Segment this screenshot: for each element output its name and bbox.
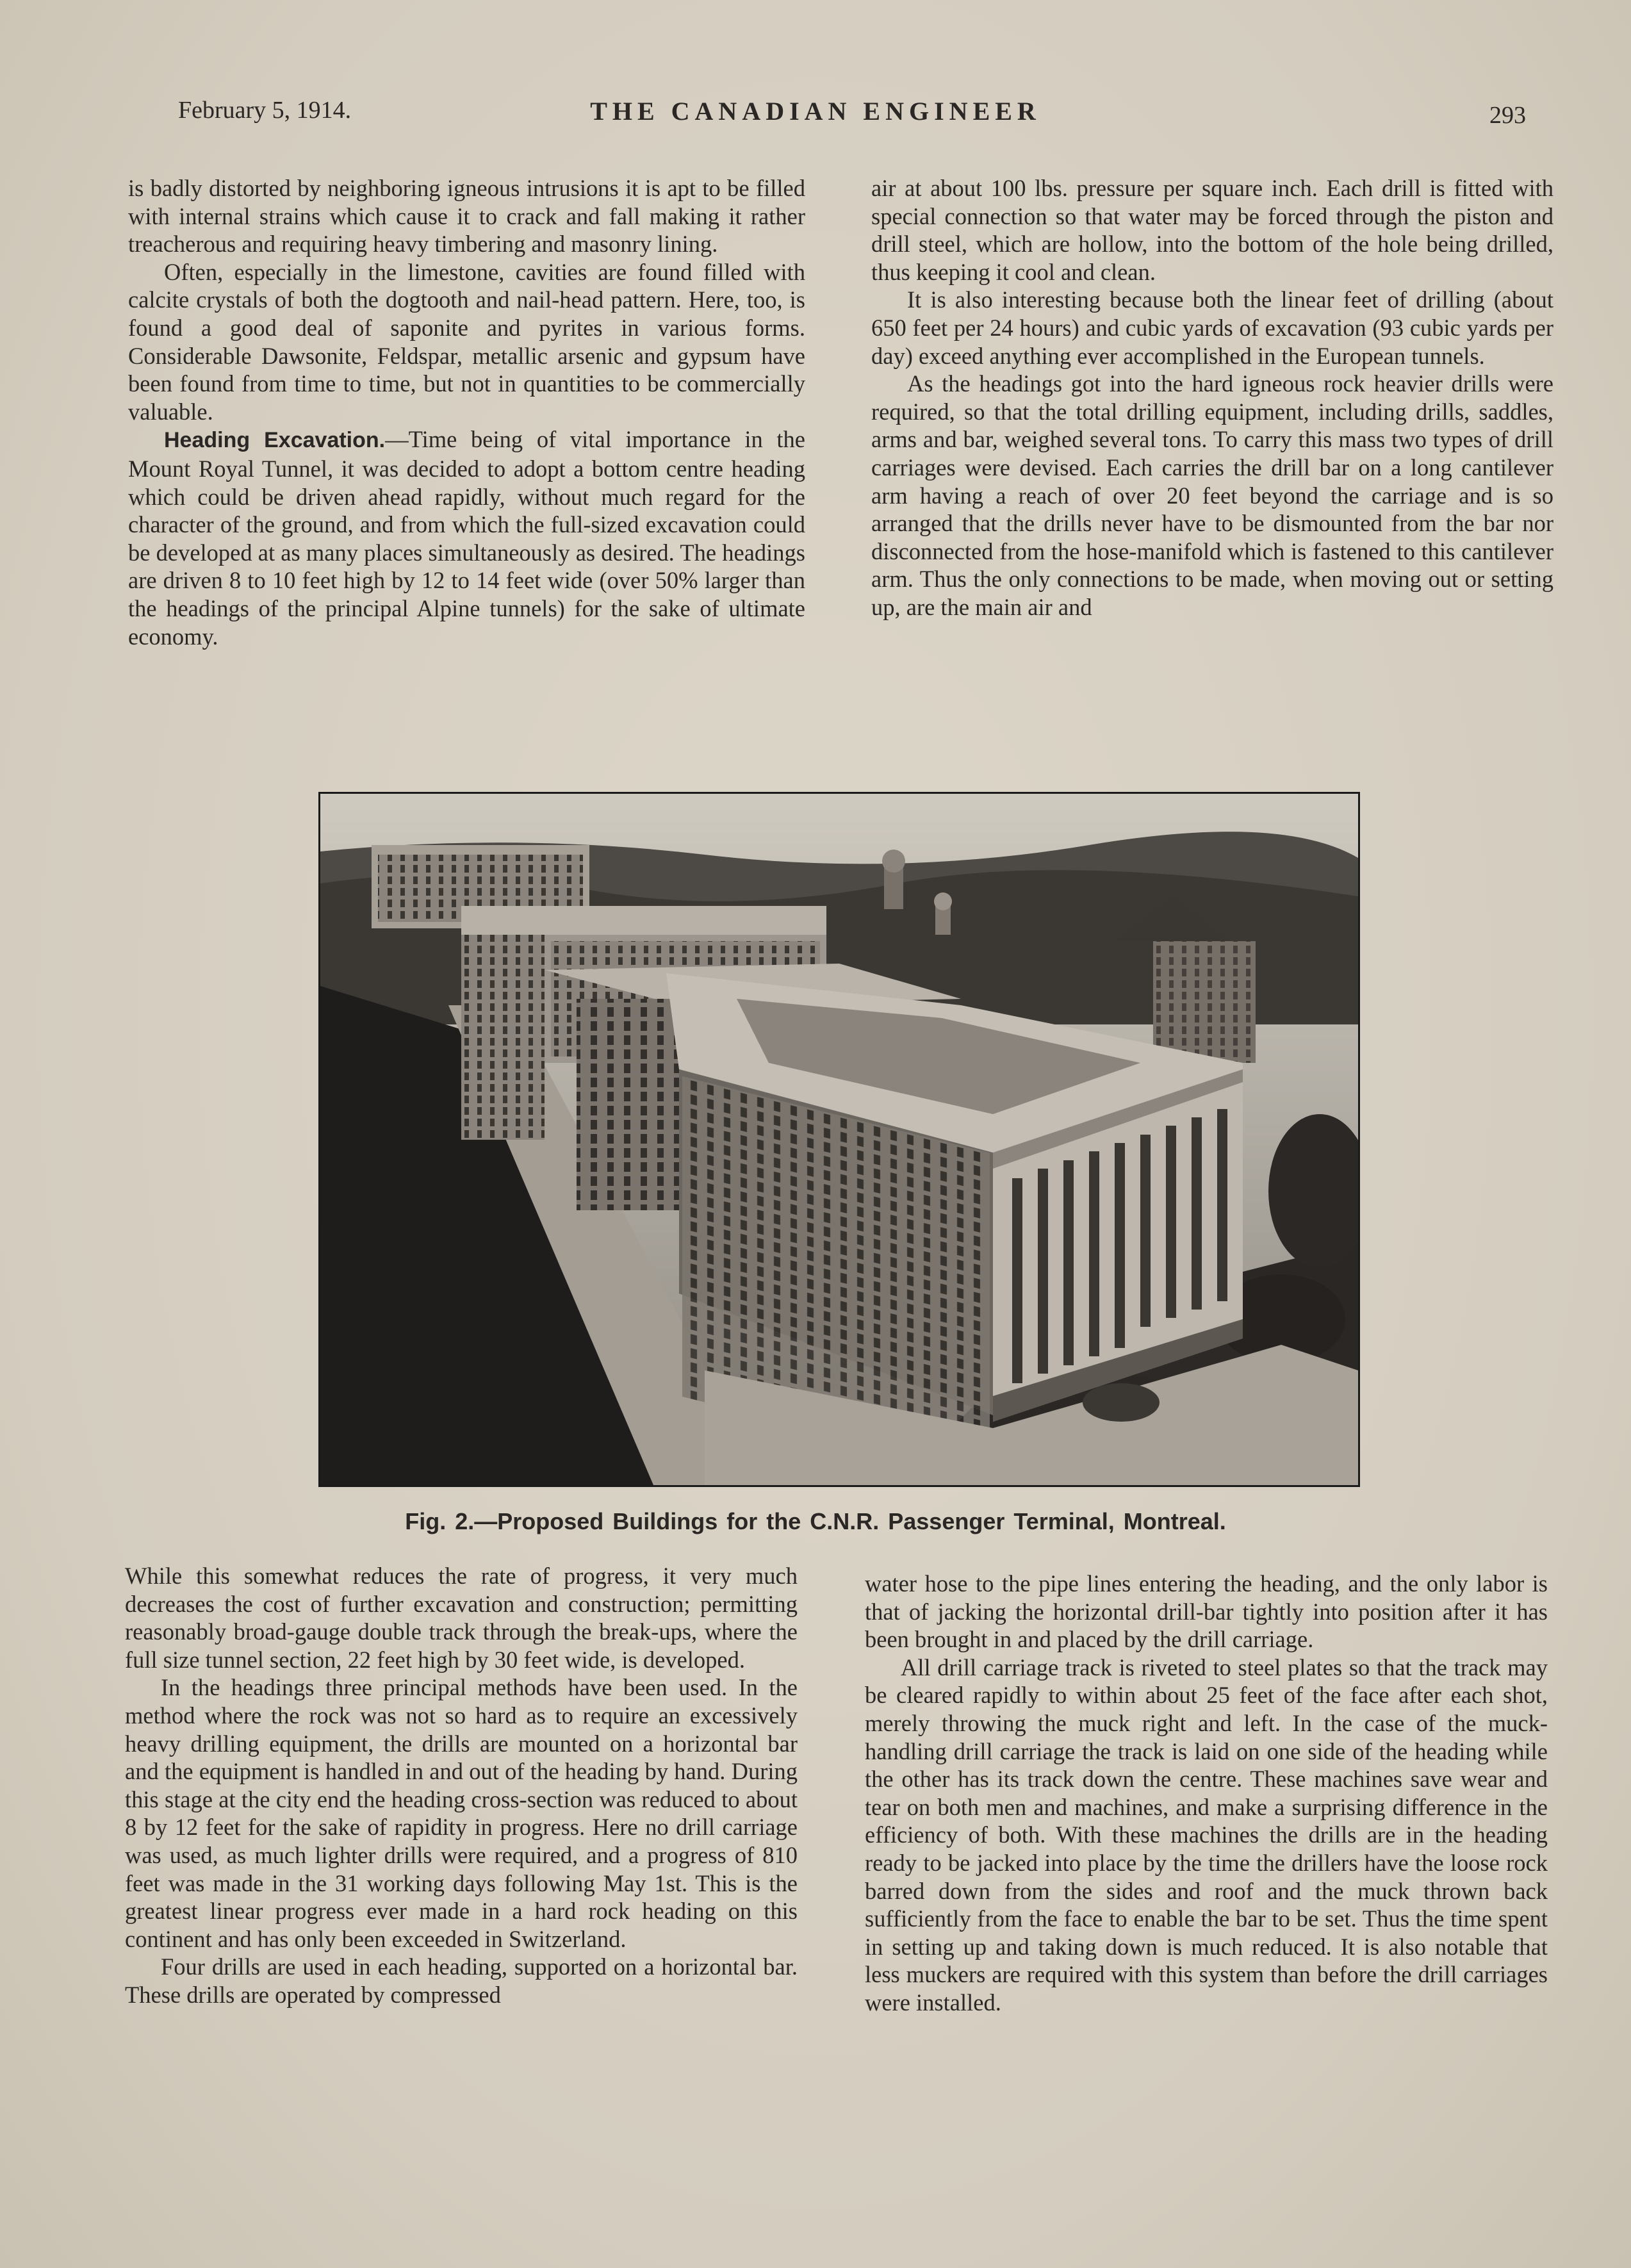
page-number: 293 xyxy=(1489,102,1526,129)
column-top-right xyxy=(871,174,1553,621)
paragraph: While this somewhat reduces the rate of progress, it very much decreases the cost of further excavation and construction; permitting reasonably broad-gauge double track through the break-ups, where the full size tunnel section, 22 feet high by 30 feet wide, is developed. xyxy=(125,1563,798,1673)
column-bottom-left xyxy=(125,1562,798,2009)
paragraph: All drill carriage track is riveted to steel plates so that the track may be cleared rapidly to within about 25 feet of the face after each shot, merely throwing the muck right and left. In the case of the muck-handling drill carriage the track is laid on one side of the heading while the other has its track down the centre. These machines save wear and tear on both men and machines, and make a surprising difference in the efficiency of both. With these machines the drills are in the heading ready to be jacked into place by the time the drillers have the loose rock barred down from the sides and roof and the muck thrown back sufficiently from the face to enable the bar to be set. Thus the time spent in setting up and taking down is much reduced. It is also notable that less muckers are required with this system than before the drill carriages were installed. xyxy=(865,1654,1548,2016)
header-date: February 5, 1914. xyxy=(178,97,352,124)
paragraph: It is also interesting because both the linear feet of drilling (about 650 feet per 24 hours) and cubic yards of excavation (93 cubic yards per day) exceed anything ever accomplished in the European tunnels. xyxy=(871,286,1553,369)
paragraph: In the headings three principal methods have been used. In the method where the rock was not so hard as to require an excessively heavy drilling equipment, the drills are mounted on a horizontal bar and the equipment is handled in and out of the heading by hand. During this stage at the city end the heading cross-section was reduced to about 8 by 12 feet for the sake of rapidity in progress. Here no drill carriage was used, as much lighter drills were required, and a progress of 810 feet was made in the 31 working days following May 1st. This is the greatest linear progress ever made in a hard rock heading on this continent and has only been exceeded in Switzerland. xyxy=(125,1674,798,1952)
journal-title: THE CANADIAN ENGINEER xyxy=(590,97,1041,126)
column-bottom-right xyxy=(865,1570,1548,2017)
paragraph: Often, especially in the limestone, cavities are found filled with calcite crystals of both the dogtooth and nail-head pattern. Here, too, is found a good deal of saponite and pyrites in various forms. Considerable Dawsonite, Feldspar, metallic arsenic and gypsum have been found from time to time, but not in quantities to be commercially valuable. xyxy=(128,258,805,425)
paragraph xyxy=(128,425,805,650)
paragraph: Four drills are used in each heading, supported on a horizontal bar. These drills are operated by compressed xyxy=(125,1953,798,2008)
figure-caption: Fig. 2.—Proposed Buildings for the C.N.R. Passenger Terminal, Montreal. xyxy=(405,1508,1226,1534)
paragraph-body: —Time being of vital importance in the Mount Royal Tunnel, it was decided to adopt a bottom centre heading which could be driven ahead rapidly, without much regard for the character of the ground, and from which the full-sized excavation could be developed at as many places simultaneously as desired. The headings are driven 8 to 10 feet high by 12 to 14 feet wide (over 50% larger than the headings of the principal Alpine tunnels) for the sake of ultimate economy. xyxy=(128,426,805,650)
section-heading: Heading Excavation. xyxy=(164,428,386,453)
paragraph: As the headings got into the hard igneous rock heavier drills were required, so that the total drilling equipment, including drills, saddles, arms and bar, weighed several tons. To carry this mass two types of drill carriages were devised. Each carries the drill bar on a long cantilever arm having a reach of over 20 feet beyond the carriage and is so arranged that the drills never have to be dismounted from the bar nor disconnected from the hose-manifold which is fastened to this cantilever arm. Thus the only connections to be made, when moving out or setting up, are the main air and xyxy=(871,370,1553,620)
running-header xyxy=(0,96,1631,135)
terminal-buildings-illustration xyxy=(320,794,1358,1485)
paragraph: air at about 100 lbs. pressure per square inch. Each drill is fitted with special connection so that water may be forced through the piston and drill steel, which are hollow, into the bottom of the hole being drilled, thus keeping it cool and clean. xyxy=(871,175,1553,285)
paragraph: is badly distorted by neighboring igneous intrusions it is apt to be filled with internal strains which cause it to crack and fall making it rather treacherous and requiring heavy timbering and masonry lining. xyxy=(128,175,805,258)
building-photograph xyxy=(318,792,1360,1487)
paragraph: water hose to the pipe lines entering the heading, and the only labor is that of jacking the horizontal drill-bar tightly into position after it has been brought in and placed by the drill carriage. xyxy=(865,1570,1548,1653)
column-top-left xyxy=(128,174,805,650)
